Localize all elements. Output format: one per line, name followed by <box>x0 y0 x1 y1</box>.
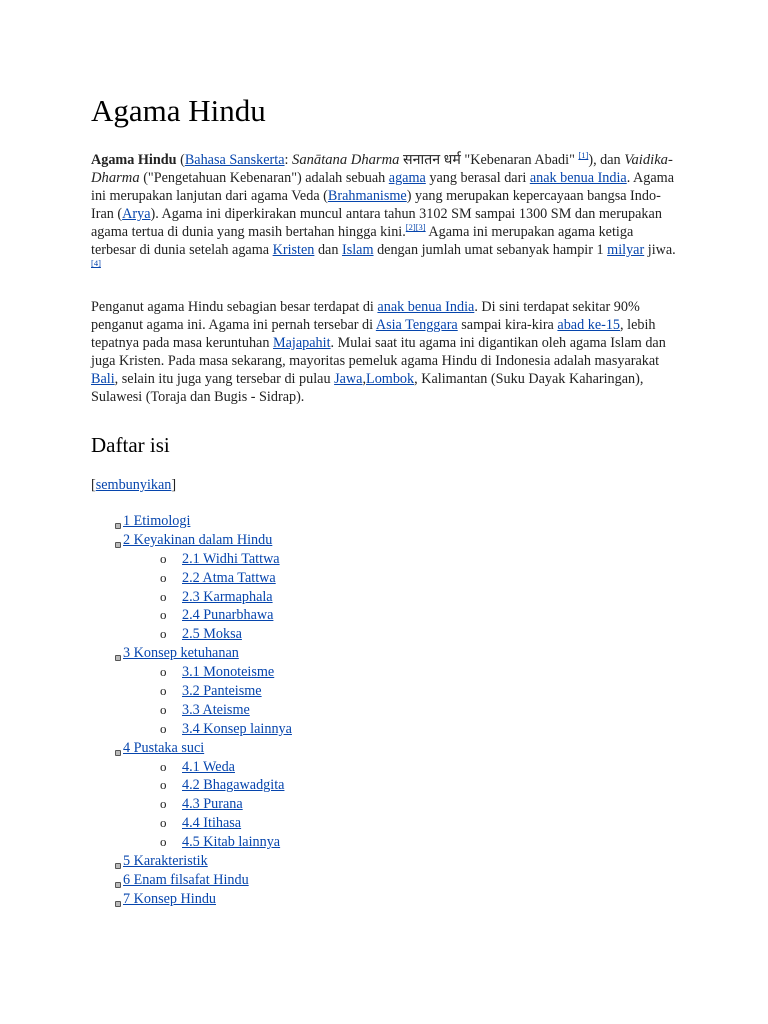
toc-link[interactable]: 4 Pustaka suci <box>123 739 205 756</box>
devanagari-text: सनातन धर्म <box>403 152 461 168</box>
toc-link[interactable]: 2.4 Punarbhawa <box>182 607 274 624</box>
toc-link[interactable]: 3.1 Monoteisme <box>182 664 275 681</box>
circle-bullet-icon: o <box>160 815 167 831</box>
square-bullet-icon <box>115 750 121 756</box>
link-majapahit[interactable]: Majapahit <box>273 335 331 351</box>
toc-link[interactable]: 2.2 Atma Tattwa <box>182 569 276 586</box>
italic-vaidika-dharma: Vaidika-Dharma <box>91 152 673 186</box>
toc-item <box>91 833 292 852</box>
page-title: Agama Hindu <box>91 93 266 128</box>
toc-item <box>91 550 292 569</box>
circle-bullet-icon: o <box>160 588 167 604</box>
circle-bullet-icon: o <box>160 777 167 793</box>
toc-link[interactable]: 4.2 Bhagawadgita <box>182 777 285 794</box>
toc-heading: Daftar isi <box>91 433 170 457</box>
ref-1[interactable]: [1] <box>578 150 589 160</box>
toc-item <box>91 814 292 833</box>
meaning-kebenaran-abadi: "Kebenaran Abadi" <box>464 152 575 168</box>
circle-bullet-icon: o <box>160 664 167 680</box>
toc-item <box>91 795 292 814</box>
second-paragraph: Penganut agama Hindu sebagian besar terdapat di anak benua India. Di sini terdapat sekitar 90% penganut agama ini. Agama ini pernah tersebar di Asia Tenggara sampai kira-kira abad ke-15, lebih tepatnya pada masa keruntuhan Majapahit. Mulai saat itu agama ini digantikan oleh agama Islam dan juga Kristen. Pada masa sekarang, mayoritas pemeluk agama Hindu di Indonesia adalah masyarakat Bali, selain itu juga yang tersebar di pulau Jawa,Lombok, Kalimantan (Suku Dayak Kaharingan), Sulawesi (Toraja dan Bugis - Sidrap). <box>91 299 666 405</box>
toc-link[interactable]: 1 Etimologi <box>123 513 191 529</box>
square-bullet-icon <box>115 542 121 548</box>
toc-hide-link[interactable]: sembunyikan <box>95 477 172 493</box>
toc-toggle: [sembunyikan] <box>91 477 177 493</box>
square-bullet-icon <box>115 655 121 661</box>
link-bahasa-sanskerta[interactable]: Bahasa Sanskerta <box>184 152 285 168</box>
toc-item <box>91 758 292 777</box>
toc-item <box>91 720 292 739</box>
toc-link[interactable]: 3.3 Ateisme <box>182 701 250 718</box>
toc-link[interactable]: 4.4 Itihasa <box>182 815 242 832</box>
toc-item <box>91 871 292 890</box>
link-milyar[interactable]: milyar <box>607 242 645 258</box>
toc-link[interactable]: 4.1 Weda <box>182 758 235 775</box>
square-bullet-icon <box>115 523 121 529</box>
ref-2-3[interactable]: [2][3] <box>405 222 426 232</box>
circle-bullet-icon: o <box>160 796 167 812</box>
link-bali[interactable]: Bali <box>91 371 115 387</box>
toc-item <box>91 739 292 758</box>
toc-link[interactable]: 3.4 Konsep lainnya <box>182 720 292 737</box>
ref-4[interactable]: [4] <box>91 258 101 268</box>
toc-link[interactable]: 6 Enam filsafat Hindu <box>123 871 249 888</box>
circle-bullet-icon: o <box>160 626 167 642</box>
toc-link[interactable]: 2.3 Karmaphala <box>182 588 273 605</box>
link-anak-benua-india-2[interactable]: anak benua India <box>377 299 475 315</box>
italic-sanatana-dharma: Sanātana Dharma <box>292 152 400 168</box>
link-lombok[interactable]: Lombok <box>366 371 415 387</box>
toc-item <box>91 682 292 701</box>
toc-link[interactable]: 5 Karakteristik <box>123 853 208 870</box>
intro-bold-name: Agama Hindu <box>91 152 177 168</box>
toc-link[interactable]: 4.5 Kitab lainnya <box>182 834 281 851</box>
toc-item <box>91 512 292 531</box>
table-of-contents <box>91 512 292 909</box>
toc-item <box>91 663 292 682</box>
toc-item <box>91 890 292 909</box>
square-bullet-icon <box>115 882 121 888</box>
toc-link[interactable]: 2 Keyakinan dalam Hindu <box>123 531 273 548</box>
circle-bullet-icon: o <box>160 720 167 736</box>
toc-item <box>91 644 292 663</box>
toc-link[interactable]: 4.3 Purana <box>182 796 243 813</box>
toc-link[interactable]: 2.5 Moksa <box>182 626 242 643</box>
toc-link[interactable]: 2.1 Widhi Tattwa <box>182 550 280 567</box>
toc-item <box>91 852 292 871</box>
toc-item <box>91 625 292 644</box>
square-bullet-icon <box>115 863 121 869</box>
link-kristen[interactable]: Kristen <box>272 242 315 258</box>
toc-link[interactable]: 7 Konsep Hindu <box>123 890 217 907</box>
toc-item <box>91 701 292 720</box>
link-brahmanisme[interactable]: Brahmanisme <box>327 188 407 204</box>
square-bullet-icon <box>115 901 121 907</box>
toc-link[interactable]: 3.2 Panteisme <box>182 683 262 700</box>
circle-bullet-icon: o <box>160 834 167 850</box>
toc-item <box>91 776 292 795</box>
link-asia-tenggara[interactable]: Asia Tenggara <box>375 317 458 333</box>
circle-bullet-icon: o <box>160 758 167 774</box>
link-arya[interactable]: Arya <box>122 206 151 222</box>
toc-item <box>91 569 292 588</box>
circle-bullet-icon: o <box>160 550 167 566</box>
circle-bullet-icon: o <box>160 569 167 585</box>
link-agama[interactable]: agama <box>388 170 426 186</box>
circle-bullet-icon: o <box>160 701 167 717</box>
link-islam[interactable]: Islam <box>341 242 374 258</box>
link-anak-benua-india[interactable]: anak benua India <box>529 170 627 186</box>
link-abad-ke-15[interactable]: abad ke-15 <box>557 317 621 333</box>
toc-link[interactable]: 3 Konsep ketuhanan <box>123 645 239 662</box>
toc-item <box>91 531 292 550</box>
intro-paragraph: Agama Hindu (Bahasa Sanskerta: Sanātana Dharma सनातन धर्म "Kebenaran Abadi" [1]), dan Vaidika-Dharma ("Pengetahuan Kebenaran") adalah sebuah agama yang berasal dari anak benua India. Agama ini merupakan lanjutan dari agama Veda (Brahmanisme) yang merupakan kepercayaan bangsa Indo-Iran (Arya). Agama ini diperkirakan muncul antara tahun 3102 SM sampai 1300 SM dan merupakan agama tertua di dunia yang masih bertahan hingga kini.[2][3] Agama ini merupakan agama ketiga terbesar di dunia setelah agama Kristen dan Islam dengan jumlah umat sebanyak hampir 1 milyar jiwa.[4] <box>91 150 676 268</box>
toc-item <box>91 606 292 625</box>
toc-item <box>91 588 292 607</box>
circle-bullet-icon: o <box>160 607 167 623</box>
circle-bullet-icon: o <box>160 683 167 699</box>
link-jawa[interactable]: Jawa <box>334 371 363 387</box>
